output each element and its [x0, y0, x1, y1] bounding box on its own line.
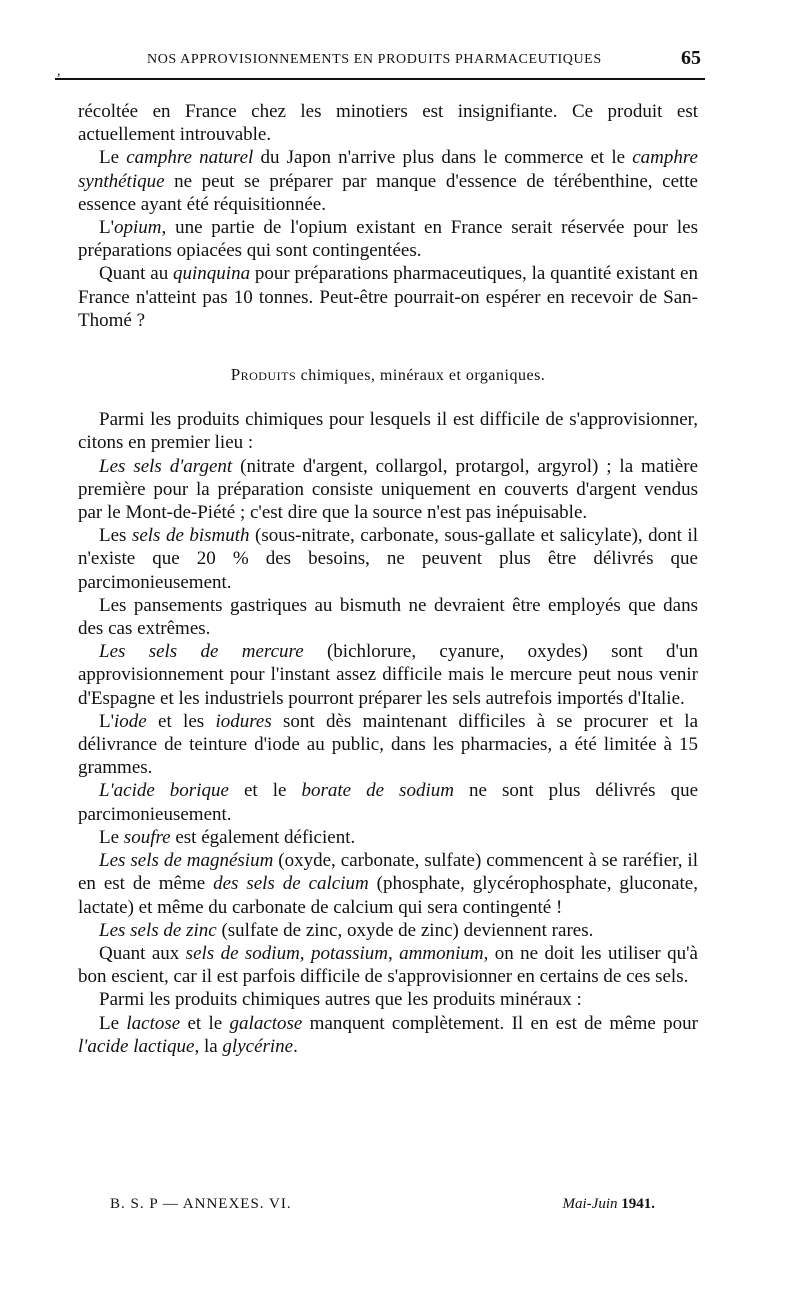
paragraph-mercure: Les sels de mercure (bichlorure, cyanure, oxydes) sont d'un approvisionnement pour l'instant assez difficile mais le mercure peut nous venir d'Espagne et les industriels pourront préparer les sels autrefois importés d'Italie. — [78, 641, 698, 709]
running-header — [55, 44, 705, 80]
paragraph-iode: L'iode et les iodures sont dès maintenant difficiles à se procurer et la délivrance de teinture d'iode au public, dans les pharmacies, a été limitée à 15 grammes. — [78, 710, 698, 779]
page-body — [78, 100, 698, 1058]
paragraph-sodium: Quant aux sels de sodium, potassium, ammonium, on ne doit les utiliser qu'à bon escient, car il est parfois difficile de s'approvisionner en certains de ces sels. — [78, 942, 698, 988]
paragraph-magnesium: Les sels de magnésium (oxyde, carbonate, sulfate) commencent à se raréfier, il en est de même des sels de calcium (phosphate, glycérophosphate, gluconate, lactate) et même du carbonate de calcium qui sera contingenté ! — [78, 850, 698, 918]
footer-date: Mai-Juin 1941. — [562, 1196, 655, 1212]
page-footer — [110, 1196, 655, 1220]
paragraph-bismuth: Les sels de bismuth (sous-nitrate, carbonate, sous-gallate et salicylate), dont il n'existe que 20 % des besoins, ne peuvent plus être délivrés que parcimonieusement. — [78, 525, 698, 593]
header-mark: , — [57, 64, 61, 79]
paragraph-organiques: Parmi les produits chimiques autres que les produits minéraux : — [99, 989, 582, 1011]
paragraph-pansements: Les pansements gastriques au bismuth ne devraient être employés que dans des cas extrêmes. — [78, 594, 698, 640]
paragraph-argent: Les sels d'argent (nitrate d'argent, collargol, protargol, argyrol) ; la matière première pour la préparation consiste uniquement en couverts d'argent vendus par le Mont-de-Piété ; c'est dire que la source n'est pas inépuisable. — [78, 455, 699, 524]
paragraph-zinc: Les sels de zinc (sulfate de zinc, oxyde de zinc) deviennent rares. — [99, 919, 594, 941]
page-number: 65 — [681, 47, 701, 69]
paragraph-lactose: Le lactose et le galactose manquent complètement. Il en est de même pour l'acide lactique, la glycérine. — [78, 1012, 698, 1057]
paragraph-opium: L'opium, une partie de l'opium existant en France serait réservée pour les préparations opiacées qui sont contingentées. — [78, 217, 698, 262]
section-heading: Produits chimiques, minéraux et organiques. — [230, 365, 546, 385]
footer-source: B. S. P — ANNEXES. VI. — [110, 1196, 292, 1212]
paragraph-continuation: récoltée en France chez les minotiers est insignifiante. Ce produit est actuellement introuvable. — [78, 101, 698, 146]
paragraph-intro: Parmi les produits chimiques pour lesquels il est difficile de s'approvisionner, citons en premier lieu : — [78, 409, 698, 454]
paragraph-quinquina: Quant au quinquina pour préparations pharmaceutiques, la quantité existant en France n'atteint pas 10 tonnes. Peut-être pourrait-on espérer en recevoir de San-Thomé ? — [78, 263, 698, 331]
paragraph-acide-borique: L'acide borique et le borate de sodium ne sont plus délivrés que parcimonieusement. — [78, 780, 698, 825]
paragraph-camphre: Le camphre naturel du Japon n'arrive plus dans le commerce et le camphre synthétique ne peut se préparer par manque d'essence de térébenthine, cette essence ayant été réquisitionnée. — [78, 147, 698, 215]
running-title: NOS APPROVISIONNEMENTS EN PRODUITS PHARMACEUTIQUES — [147, 52, 602, 67]
paragraph-soufre: Le soufre est également déficient. — [99, 826, 356, 848]
